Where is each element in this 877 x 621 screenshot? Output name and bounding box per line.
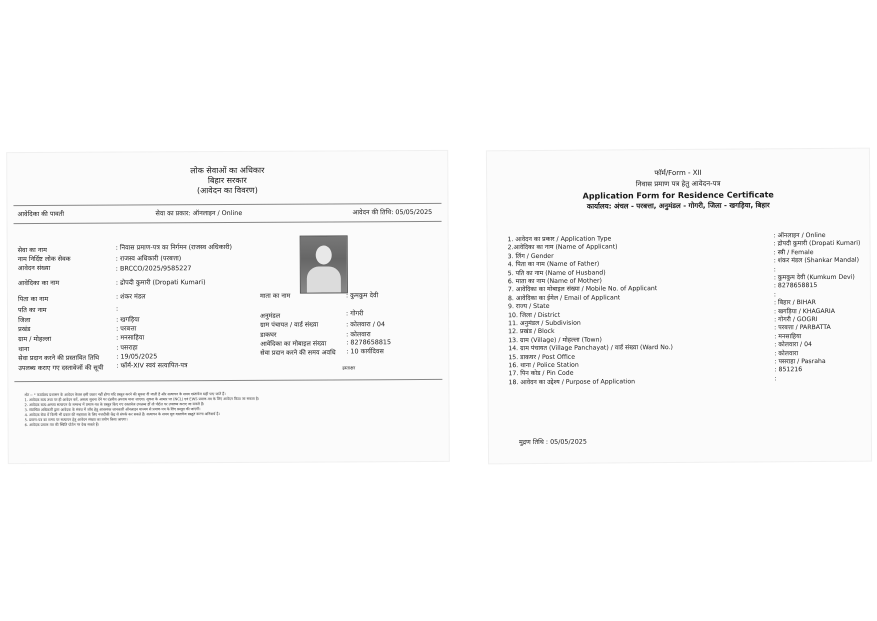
form-number: फॉर्म/Form - XII [654, 168, 702, 178]
service-date-value: : 19/05/2025 [116, 352, 158, 361]
field-value: : निवास प्रमाण-पत्र का निर्गमन (राजस्व अधिकारी) [115, 242, 233, 252]
father-value: : शंकर मंडल [115, 292, 146, 301]
form-field-value: : गोगरी / GOGRI [774, 316, 818, 324]
note-line: नोट :- * कार्यालय प्रशासन के आवेदन केवल इसी प्रकार नहीं होगा यदि प्रस्तुत करने की सूचना दी जाती है और सत्यापन के समय दस्तावेज सही पाए जाते हैं। [24, 392, 226, 398]
form-field-value: : कोलवारा / 04 [774, 341, 812, 349]
form-field-label: 10. जिला / District [508, 311, 561, 319]
form-field-label: 7. आवेदिका का मोबाइल संख्या / Mobile No. of Applicant [507, 285, 658, 294]
husband-label: पति का नाम [17, 305, 47, 315]
form-field-value: : ऑनलाइन / Online [773, 231, 826, 240]
acknowledgement-page [7, 151, 449, 463]
field-label: आवेदन संख्या [17, 263, 51, 273]
divider [14, 379, 442, 382]
field-value: : द्रोपदी कुमारी (Dropati Kumari) [115, 278, 206, 287]
service-date-label: सेवा प्रदान करने की प्रस्तावित तिथि [18, 353, 100, 363]
applicant-copy-label: आवेदिका की पावती [17, 209, 64, 219]
form-field-label: 15. डाकघर / Post Office [508, 353, 576, 361]
form-field-label: 3. लिंग / Gender [507, 252, 554, 260]
header-line-3: (आवेदन का विवरण) [196, 185, 258, 196]
mobile-label: आवेदिका का मोबाइल संख्या [260, 339, 327, 348]
form-field-value: : 8278658815 [773, 282, 818, 290]
form-field-value: : मनसाहिया [774, 332, 802, 341]
service-period-value: : 10 कार्यदिवस [346, 347, 384, 356]
note-line: 2. आवेदक सत्य-असत्य सत्यापन के सम्बन्ध में प्रमाण-पत्र के प्रस्तुत किए गए दस्तावेज उपलब्ध हों तो पोर्टल पर उपलब्ध कराए जा सकते हैं। [24, 402, 205, 408]
note-line: 4. आवेदक सेवा में किसी भी प्रकार की सहायता के लिए नजदीकी केंद्र से संपर्क कर सकते हैं। सत्यापन के समय मूल दस्तावेज प्रस्तुत करना अनिवार्य है। [24, 412, 220, 418]
form-field-value: : परबत्ता / PARBATTA [774, 324, 831, 332]
subdivision-value: : गोगरी [346, 309, 364, 318]
field-label: नाम निर्दिष्ट लोक सेवक [17, 254, 71, 264]
form-field-label: 17. पिन कोड / Pin Code [508, 370, 574, 378]
service-period-label: सेवा प्रदान करने की समय अवधि [260, 348, 336, 357]
applicant-photo [300, 235, 348, 293]
divider [13, 203, 441, 206]
panchayat-value: : कोलवारा / 04 [346, 320, 386, 329]
block-value: : परबत्ता [116, 324, 137, 333]
form-field-label: 5. पति का नाम (Name of Husband) [507, 269, 606, 277]
form-field-value: : 851216 [774, 366, 803, 374]
header-line-1: लोक सेवाओं का अधिकार [190, 165, 265, 176]
mother-label: माता का नाम [259, 291, 291, 300]
mobile-value: : 8278658815 [346, 338, 392, 347]
service-type: सेवा का प्रकार: ऑनलाइन / Online [155, 208, 243, 218]
post-office-value: : कोलवारा [346, 330, 371, 339]
office-line: कार्यालय: अंचल - परबत्ता, अनुमंडल - गोगरी, जिला - खगड़िया, बिहार [586, 201, 770, 211]
subdivision-label: अनुमंडल [260, 311, 281, 320]
form-field-value: : [774, 375, 777, 383]
note-line: 6. आवेदक प्रमाण-पत्र की स्थिति पोर्टल पर देख सकते हैं। [24, 422, 100, 428]
police-station-value: : पसराहा [116, 343, 138, 352]
husband-value: : [115, 304, 119, 313]
form-title-hindi: निवास प्रमाण पत्र हेतु आवेदन-पत्र [635, 179, 721, 189]
panchayat-label: ग्राम पंचायत / वार्ड संख्या [260, 320, 319, 329]
form-field-value: : [773, 265, 776, 273]
form-field-label: 11. अनुमंडल / Subdivision [508, 319, 581, 328]
post-office-label: डाकघर [260, 330, 277, 339]
field-value: : राजस्व अधिकारी (परबत्ता) [115, 254, 182, 263]
district-value: : खगड़िया [116, 315, 140, 324]
village-value: : मनसाहिया [116, 333, 145, 342]
form-title-english: Application Form for Residence Certificate [582, 190, 774, 201]
district-label: जिला [18, 316, 31, 325]
signature-caption: हस्ताक्षर [342, 366, 356, 372]
application-date: आवेदन की तिथि: 05/05/2025 [352, 207, 433, 217]
field-label: सेवा का नाम [17, 245, 47, 255]
acknowledgement-header [7, 165, 447, 197]
form-field-value: : कोलवारा [774, 349, 799, 357]
form-field-label: 6. माता का नाम (Name of Mother) [507, 277, 602, 286]
form-field-value: : द्रोपदी कुमारी (Dropati Kumari) [773, 240, 861, 248]
form-field-label: 8. आवेदिका का ईमेल / Email of Applicant [507, 294, 621, 302]
form-field-label: 4. पिता का नाम (Name of Father) [507, 260, 600, 269]
village-label: ग्राम / मोहल्ला [18, 334, 52, 344]
documents-label: उपलब्ध कराए गए दस्तावेजों की सूची [18, 363, 104, 373]
form-field-label: 9. राज्य / State [507, 303, 550, 311]
form-field-label: 14. ग्राम पंचायत (Village Panchayat) / वार्ड संख्या (Ward No.) [508, 344, 673, 353]
form-field-value: : खगड़िया / KHAGARIA [774, 307, 836, 315]
form-header [487, 167, 869, 214]
note-line: 3. संबन्धित अधिकारी द्वारा आवेदक के संबंध में जाँच हेतु आवश्यक जानकारी ऑनलाइन माध्यम से प्रमाण-पत्र के लिए प्रस्तुत की जाएगी। [24, 407, 201, 413]
application-form-page [487, 149, 871, 464]
mother-value: : कुमकुम देवी [345, 291, 379, 300]
form-field-value: : पसराहा / Pasraha [774, 357, 826, 366]
form-field-label: 1. आवेदन का प्रकार / Application Type [507, 235, 612, 244]
police-station-label: थाना [18, 345, 30, 354]
documents-value: : फॉर्म-XIV स्वयं सत्यापित-पत्र [116, 361, 188, 370]
form-field-value: : [773, 291, 777, 299]
note-line: 5. प्रमाण-पत्र का समय पर सत्यापन हेतु आवेदन संख्या का प्रयोग किया जाएगा। [24, 417, 128, 423]
form-field-label: 18. आवेदन का उद्देश्य / Purpose of Application [508, 378, 636, 386]
form-field-value: : स्त्री / Female [773, 248, 814, 257]
form-field-label: 16. थाना / Police Station [508, 361, 579, 370]
form-field-value: : कुमकुम देवी (Kumkum Devi) [773, 273, 855, 282]
block-label: प्रखंड [18, 325, 31, 334]
form-field-value: : बिहार / BIHAR [773, 299, 816, 307]
form-field-label: 13. ग्राम (Village) / मोहल्ला (Town) [508, 336, 602, 344]
divider [14, 221, 442, 224]
note-line: 1. आवेदक सत्य तथ्य पर ही आवेदन करें, असत्य सूचना देने पर दंडनीय अपराध माना जाएगा। सूचना के आधार पर (NCL) एवं EWS प्रमाण-पत्र के लिए आवेदन किया जा सकता है। [24, 396, 260, 403]
print-date: मुद्रण तिथि : 05/05/2025 [518, 437, 587, 447]
field-label: आवेदिका का नाम [17, 278, 60, 288]
field-value: : BRCCO/2025/9585227 [115, 264, 192, 273]
form-field-label: 12. प्रखंड / Block [508, 328, 555, 336]
header-line-2: बिहार सरकार [207, 175, 247, 186]
father-label: पिता का नाम [17, 294, 49, 304]
form-field-value: : शंकर मंडल (Shankar Mandal) [773, 256, 860, 265]
form-field-label: 2.आवेदिका का नाम (Name of Applicant) [507, 243, 618, 252]
